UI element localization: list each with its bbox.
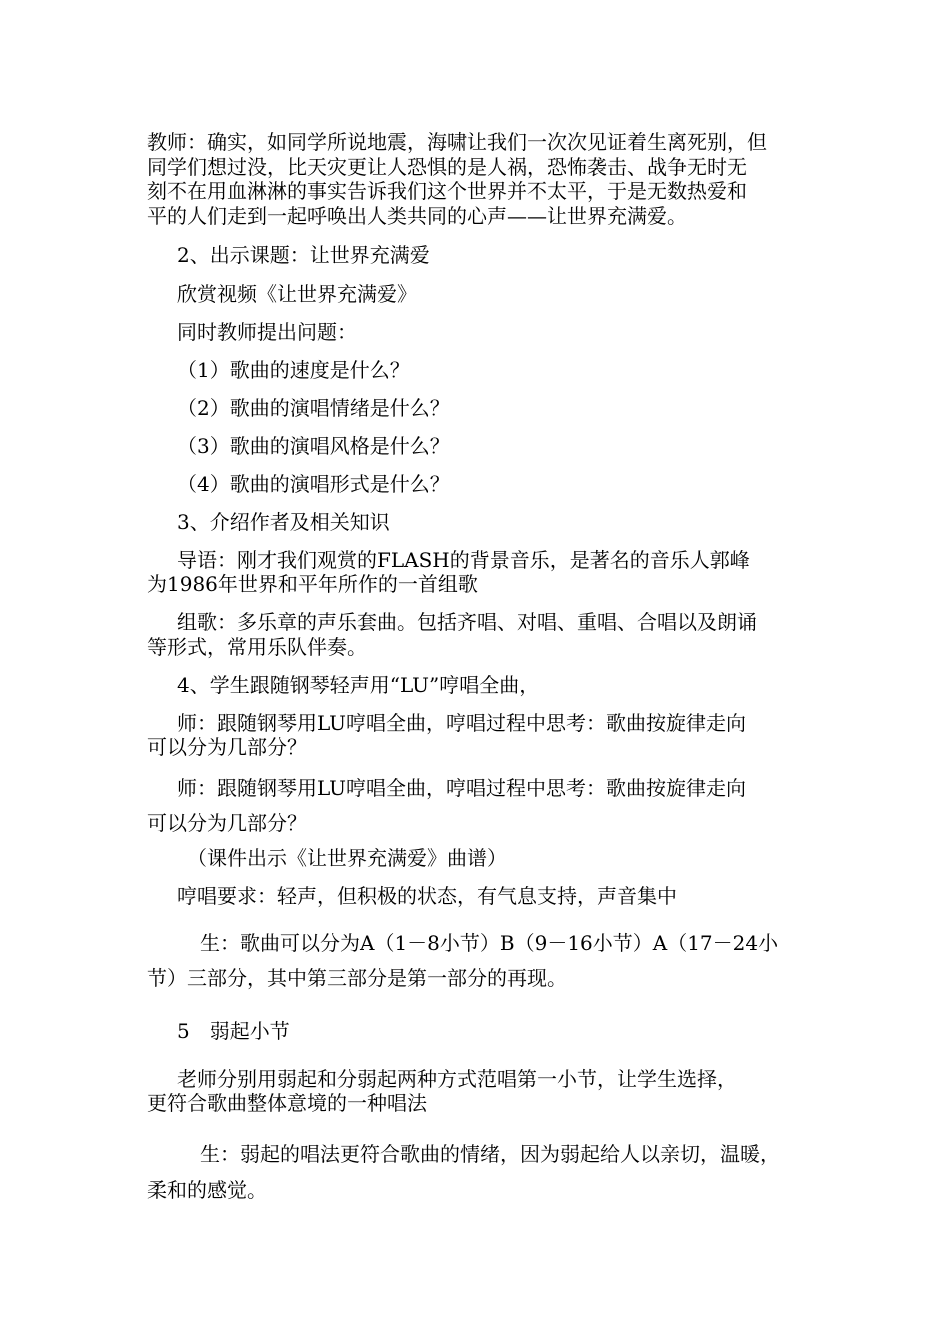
section-heading: 5 弱起小节 [177,1019,290,1043]
paragraph-line: 等形式，常用乐队伴奏。 [147,635,367,659]
paragraph-line: 导语：刚才我们观赏的FLASH的背景音乐，是著名的音乐人郭峰 [177,548,750,572]
paragraph-line: 老师分别用弱起和分弱起两种方式范唱第一小节，让学生选择， [177,1067,737,1091]
paragraph-line: 组歌：多乐章的声乐套曲。包括齐唱、对唱、重唱、合唱以及朗诵 [177,610,757,634]
paragraph-line: 柔和的感觉。 [147,1178,267,1202]
paragraph-line: 师：跟随钢琴用LU哼唱全曲，哼唱过程中思考：歌曲按旋律走向 [177,776,747,800]
paragraph-line: 欣赏视频《让世界充满爱》 [177,282,417,306]
question-item: （1）歌曲的速度是什么？ [177,358,410,382]
section-heading: 2、出示课题：让世界充满爱 [177,243,430,267]
paragraph-line: 为1986年世界和平年所作的一首组歌 [147,572,478,596]
paragraph-line: 节）三部分，其中第三部分是第一部分的再现。 [147,966,567,990]
paragraph-line: 教师：确实，如同学所说地震，海啸让我们一次次见证着生离死别，但 [147,130,767,154]
paragraph-line: 平的人们走到一起呼唤出人类共同的心声——让世界充满爱。 [147,204,687,228]
section-heading: 3、介绍作者及相关知识 [177,510,390,534]
question-item: （4）歌曲的演唱形式是什么？ [177,472,450,496]
paragraph-line: 可以分为几部分？ [147,811,307,835]
paragraph-line: 可以分为几部分？ [147,735,307,759]
paragraph-line: 生：歌曲可以分为A（1－8小节）B（9－16小节）A（17－24小 [200,931,779,955]
question-item: （2）歌曲的演唱情绪是什么？ [177,396,450,420]
paragraph-line: 哼唱要求：轻声，但积极的状态，有气息支持，声音集中 [177,884,677,908]
paragraph-line: 同时教师提出问题： [177,320,357,344]
paragraph-line: 同学们想过没，比天灾更让人恐惧的是人祸，恐怖袭击、战争无时无 [147,155,747,179]
paragraph-line: 生：弱起的唱法更符合歌曲的情绪，因为弱起给人以亲切，温暖， [200,1142,780,1166]
paragraph-line: 刻不在用血淋淋的事实告诉我们这个世界并不太平，于是无数热爱和 [147,179,747,203]
paragraph-line: 更符合歌曲整体意境的一种唱法 [147,1091,427,1115]
paragraph-line: 师：跟随钢琴用LU哼唱全曲，哼唱过程中思考：歌曲按旋律走向 [177,711,747,735]
section-heading: 4、学生跟随钢琴轻声用“LU”哼唱全曲， [177,673,540,697]
paragraph-line: （课件出示《让世界充满爱》曲谱） [187,846,507,870]
question-item: （3）歌曲的演唱风格是什么？ [177,434,450,458]
